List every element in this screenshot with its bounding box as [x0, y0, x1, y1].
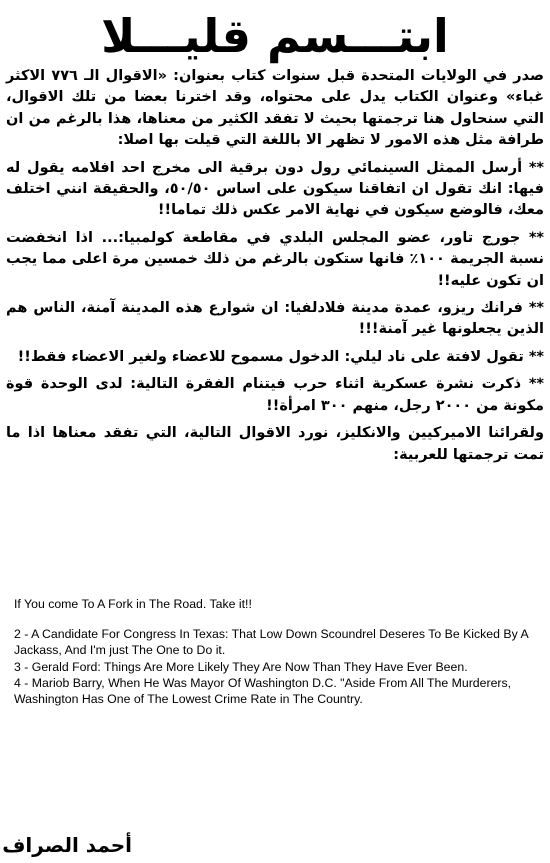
- quote-paragraph: ** فرانك ريزو، عمدة مدينة فلادلفيا: ان شوارع هذه المدينة آمنة، الناس هم الذين يجعلونها غير آمنة!!!: [6, 300, 544, 338]
- author-signature: أحمد الصراف: [2, 833, 132, 857]
- english-quotes: [14, 596, 534, 707]
- english-quote-4: 4 - Mariob Barry, When He Was Mayor Of Washington D.C. "Aside From All The Murderers, Washington Has One of The Lowest Crime Rate in The Country.: [14, 675, 512, 707]
- english-intro-paragraph: ولقرائنا الاميركيين والانكليز، نورد الاقوال التالية، التي تفقد معناها اذا ما تمت ترجمتها للعربية:: [6, 425, 544, 463]
- english-quote-2: 2 - A Candidate For Congress In Texas: That Low Down Scoundrel Deseres To Be Kicked By A Jackass, And I'm just The One to Do it.: [14, 627, 529, 658]
- intro-paragraph: صدر في الولايات المتحدة قبل سنوات كتاب بعنوان: «الاقوال الـ ٧٧٦ الاكثر غباء» وعنوان الكتاب يدل على محتواه، وقد اخترنا بعضا من تلك الاقوال، التي سنحاول هنا ترجمتها بحيث لا تفقد الكثير من معناها، هذا بالرغم من ان طرافة مثل هذه الامور لا تظهر الا باللغة التي قيلت بها اصلا:: [6, 68, 544, 149]
- spacer: [14, 612, 534, 626]
- arabic-body: [6, 66, 544, 472]
- quote-paragraph: ** أرسل الممثل السينمائي رول دون برقية الى مخرج احد افلامه يقول له فيها: انك تقول ان اتفاقنا سيكون على اساس ٥٠/٥٠، والحقيقة انني اختلف معك، فالوضع سيكون في نهاية الامر عكس ذلك تماما!!: [6, 159, 544, 219]
- quote-paragraph: ** تقول لافتة على ناد ليلي: الدخول مسموح للاعضاء ولغير الاعضاء فقط!!: [17, 348, 544, 365]
- english-quote-3: 3 - Gerald Ford: Things Are More Likely They Are Now Than They Have Ever Been.: [14, 659, 468, 674]
- article-title: ابتـــسم قليـــلا: [101, 9, 449, 63]
- quote-paragraph: ** ذكرت نشرة عسكرية اثناء حرب فيتنام الفقرة التالية: لدى الوحدة قوة مكونة من ٢٠٠٠ رجل، منهم ٣٠٠ امرأة!!: [6, 376, 544, 414]
- quote-paragraph: ** جورج تاور، عضو المجلس البلدي في مقاطعة كولمبيا:... اذا انخفضت نسبة الجريمة ١٠٠٪ فانها ستكون بالرغم من ذلك خمسين مرة اعلى مما يجب ان تكون عليه!!: [6, 229, 544, 289]
- english-quote-1: If You come To A Fork in The Road. Take it!!: [14, 597, 252, 611]
